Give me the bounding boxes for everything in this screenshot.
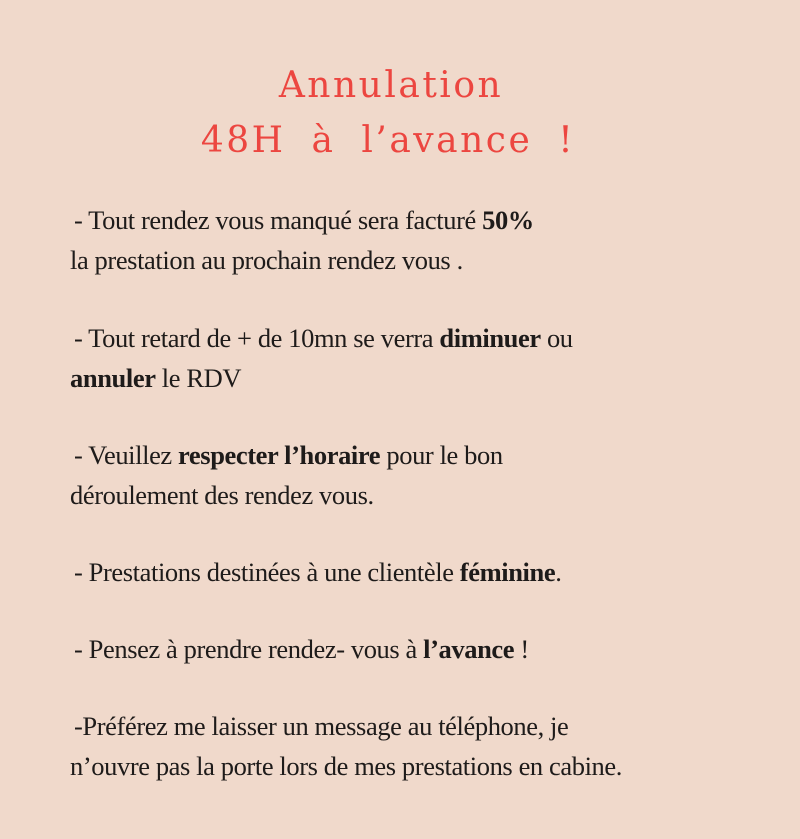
rule-line	[70, 358, 780, 398]
rule-text: le RDV	[155, 363, 242, 393]
rule-emphasis: féminine	[459, 557, 556, 587]
title-line-2: 48H à l’avance !	[200, 120, 576, 161]
rule-line: -Préférez me laisser un message au téléphone, je	[74, 711, 569, 741]
rule-text: .	[555, 557, 562, 587]
rule-lateness	[70, 318, 780, 398]
rule-line	[70, 629, 780, 669]
rule-text: pour le bon	[380, 440, 503, 470]
rule-line: la prestation au prochain rendez vous .	[70, 245, 463, 275]
rule-text: - Tout rendez vous manqué sera facturé	[74, 205, 483, 235]
rule-text: - Prestations destinées à une clientèle	[74, 557, 460, 587]
rule-line	[70, 318, 780, 358]
rule-line	[70, 552, 780, 592]
rule-text: - Pensez à prendre rendez- vous à	[74, 634, 424, 664]
rule-emphasis: respecter l’horaire	[178, 440, 381, 470]
rule-missed-appointment	[70, 200, 780, 280]
rule-female-clientele	[70, 552, 780, 592]
rule-emphasis: diminuer	[439, 323, 541, 353]
rule-book-in-advance	[70, 629, 780, 669]
rule-leave-message	[70, 706, 780, 786]
rule-text: !	[514, 634, 529, 664]
rule-respect-schedule	[70, 435, 780, 515]
rule-text: - Veuillez	[74, 440, 179, 470]
rule-line: déroulement des rendez vous.	[70, 480, 374, 510]
rule-emphasis: 50%	[482, 205, 534, 235]
rule-line	[70, 435, 780, 475]
rule-text: - Tout retard de + de 10mn se verra	[74, 323, 440, 353]
rule-text: ou	[540, 323, 573, 353]
rule-line	[70, 200, 780, 240]
rule-emphasis: annuler	[70, 363, 156, 393]
rule-emphasis: l’avance	[423, 634, 515, 664]
title-line-1: Annulation	[278, 65, 504, 106]
rule-line: n’ouvre pas la porte lors de mes prestations en cabine.	[70, 751, 622, 781]
